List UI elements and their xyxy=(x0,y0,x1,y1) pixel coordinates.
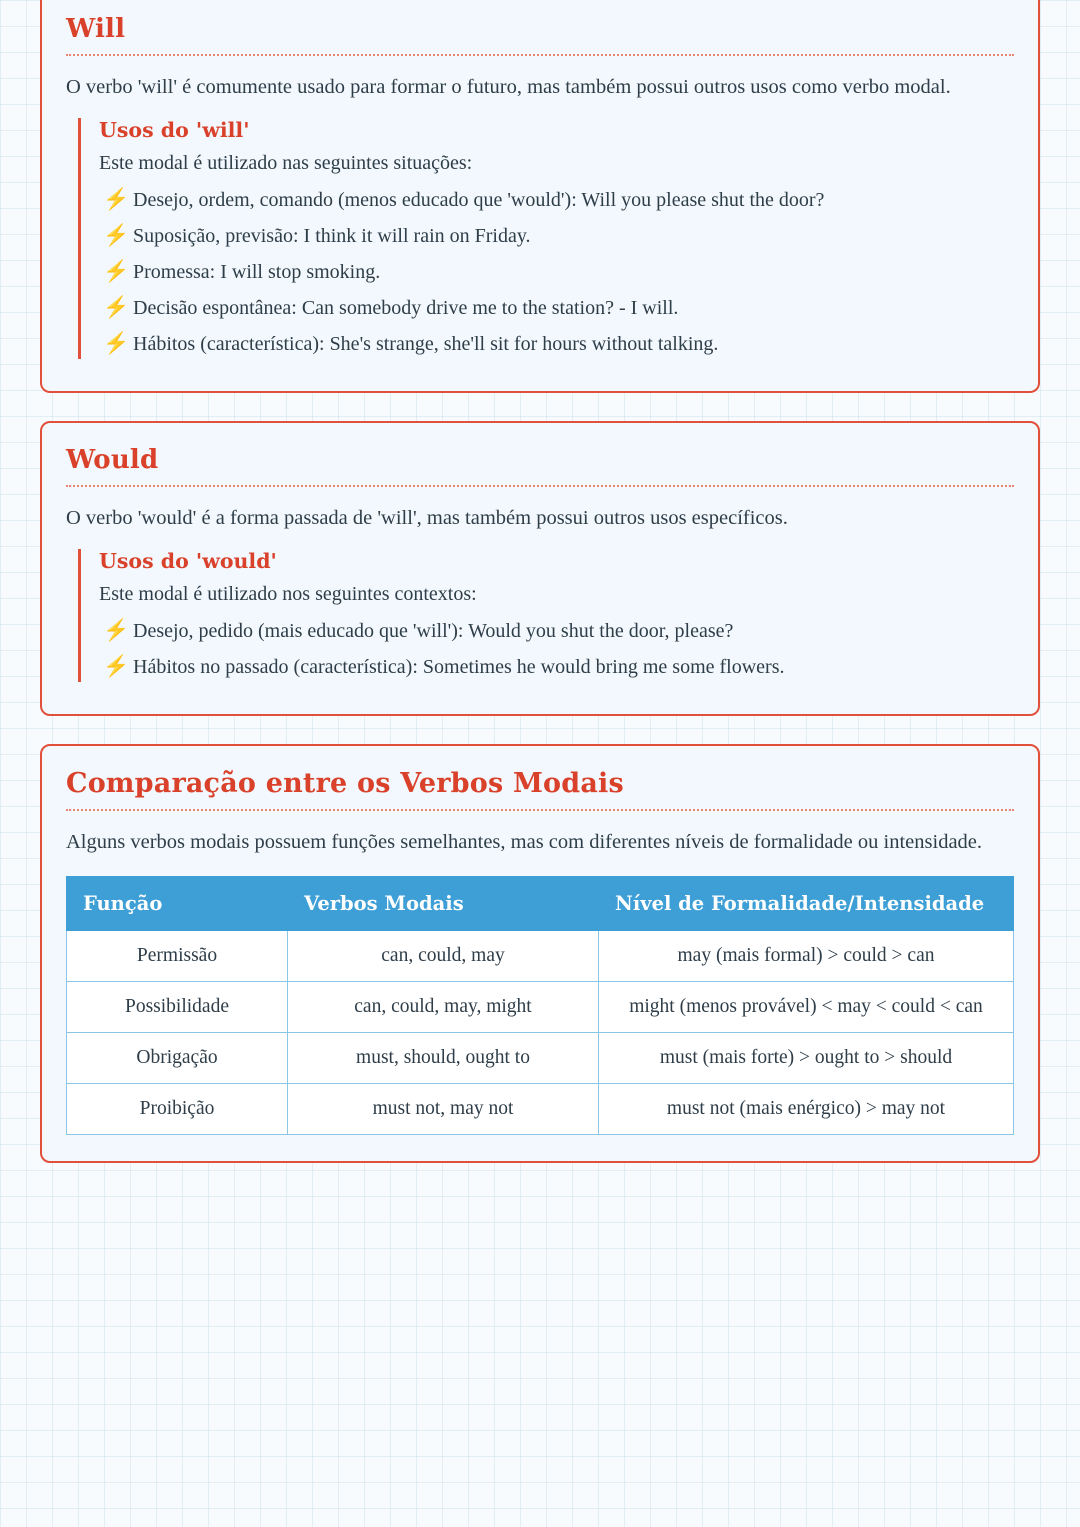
table-cell-verbos: can, could, may xyxy=(288,931,599,982)
subsection-usos-would xyxy=(78,549,1014,682)
usage-list-would xyxy=(99,616,1014,682)
card-title-will: Will xyxy=(66,14,126,44)
table-header-cell-verbos: Verbos Modais xyxy=(288,877,599,931)
list-item-text: Desejo, pedido (mais educado que 'will'): Would you shut the door, please? xyxy=(133,619,734,642)
list-item xyxy=(99,221,1014,251)
list-item-text: Hábitos no passado (característica): Sometimes he would bring me some flowers. xyxy=(133,655,785,678)
table-row xyxy=(67,982,1014,1033)
table-cell-nivel: must not (mais enérgico) > may not xyxy=(599,1084,1014,1135)
title-divider xyxy=(66,485,1014,487)
table-header-row xyxy=(67,877,1014,931)
subsection-usos-will xyxy=(78,118,1014,359)
card-intro-comparacao: Alguns verbos modais possuem funções semelhantes, mas com diferentes níveis de formalidade ou intensidade. xyxy=(66,830,983,853)
table-cell-funcao: Proibição xyxy=(67,1084,288,1135)
list-item xyxy=(99,652,1014,682)
table-cell-funcao: Permissão xyxy=(67,931,288,982)
table-cell-funcao: Obrigação xyxy=(67,1033,288,1084)
table-cell-verbos: must not, may not xyxy=(288,1084,599,1135)
list-item xyxy=(99,185,1014,215)
table-body xyxy=(67,931,1014,1135)
card-intro-will: O verbo 'will' é comumente usado para formar o futuro, mas também possui outros usos como verbo modal. xyxy=(66,76,951,98)
list-item-text: Promessa: I will stop smoking. xyxy=(133,260,381,283)
table-header-cell-nivel: Nível de Formalidade/Intensidade xyxy=(599,877,1014,931)
title-divider xyxy=(66,809,1014,811)
list-item xyxy=(99,293,1014,323)
table-cell-funcao: Possibilidade xyxy=(67,982,288,1033)
list-item-text: Desejo, ordem, comando (menos educado que 'would'): Will you please shut the door? xyxy=(133,188,825,211)
subsection-title-will: Usos do 'will' xyxy=(99,117,250,142)
list-item xyxy=(99,616,1014,646)
table-row xyxy=(67,1084,1014,1135)
card-intro-would: O verbo 'would' é a forma passada de 'will', mas também possui outros usos específicos. xyxy=(66,506,788,529)
table-row xyxy=(67,1033,1014,1084)
lightning-bolt-icon: ⚡ xyxy=(103,258,130,283)
card-would xyxy=(40,421,1040,716)
table-row xyxy=(67,931,1014,982)
table-cell-nivel: may (mais formal) > could > can xyxy=(599,931,1014,982)
lightning-bolt-icon: ⚡ xyxy=(103,330,130,355)
table-cell-verbos: must, should, ought to xyxy=(288,1033,599,1084)
page-bottom-spacer xyxy=(40,1191,1040,1231)
card-title-would: Would xyxy=(66,444,159,475)
list-item-text: Hábitos (característica): She's strange, she'll sit for hours without talking. xyxy=(133,332,719,355)
lightning-bolt-icon: ⚡ xyxy=(103,222,130,247)
lightning-bolt-icon: ⚡ xyxy=(103,294,130,319)
table-cell-nivel: must (mais forte) > ought to > should xyxy=(599,1033,1014,1084)
card-comparacao xyxy=(40,744,1040,1164)
title-divider xyxy=(66,54,1014,56)
table-cell-nivel: might (menos provável) < may < could < can xyxy=(599,982,1014,1033)
lightning-bolt-icon: ⚡ xyxy=(103,617,130,642)
usage-list-will xyxy=(99,185,1014,359)
table-header-cell-funcao: Função xyxy=(67,877,288,931)
list-item-text: Decisão espontânea: Can somebody drive me to the station? - I will. xyxy=(133,296,679,319)
subsection-lead-will: Este modal é utilizado nas seguintes situações: xyxy=(99,151,473,174)
card-will xyxy=(40,0,1040,393)
list-item xyxy=(99,257,1014,287)
subsection-lead-would: Este modal é utilizado nos seguintes contextos: xyxy=(99,582,477,605)
table-cell-verbos: can, could, may, might xyxy=(288,982,599,1033)
subsection-title-would: Usos do 'would' xyxy=(99,548,277,573)
list-item-text: Suposição, previsão: I think it will rain on Friday. xyxy=(133,224,531,247)
table-header xyxy=(67,877,1014,931)
card-title-comparacao: Comparação entre os Verbos Modais xyxy=(66,767,624,799)
lightning-bolt-icon: ⚡ xyxy=(103,186,130,211)
list-item xyxy=(99,329,1014,359)
lightning-bolt-icon: ⚡ xyxy=(103,653,130,678)
comparison-table xyxy=(66,876,1014,1135)
